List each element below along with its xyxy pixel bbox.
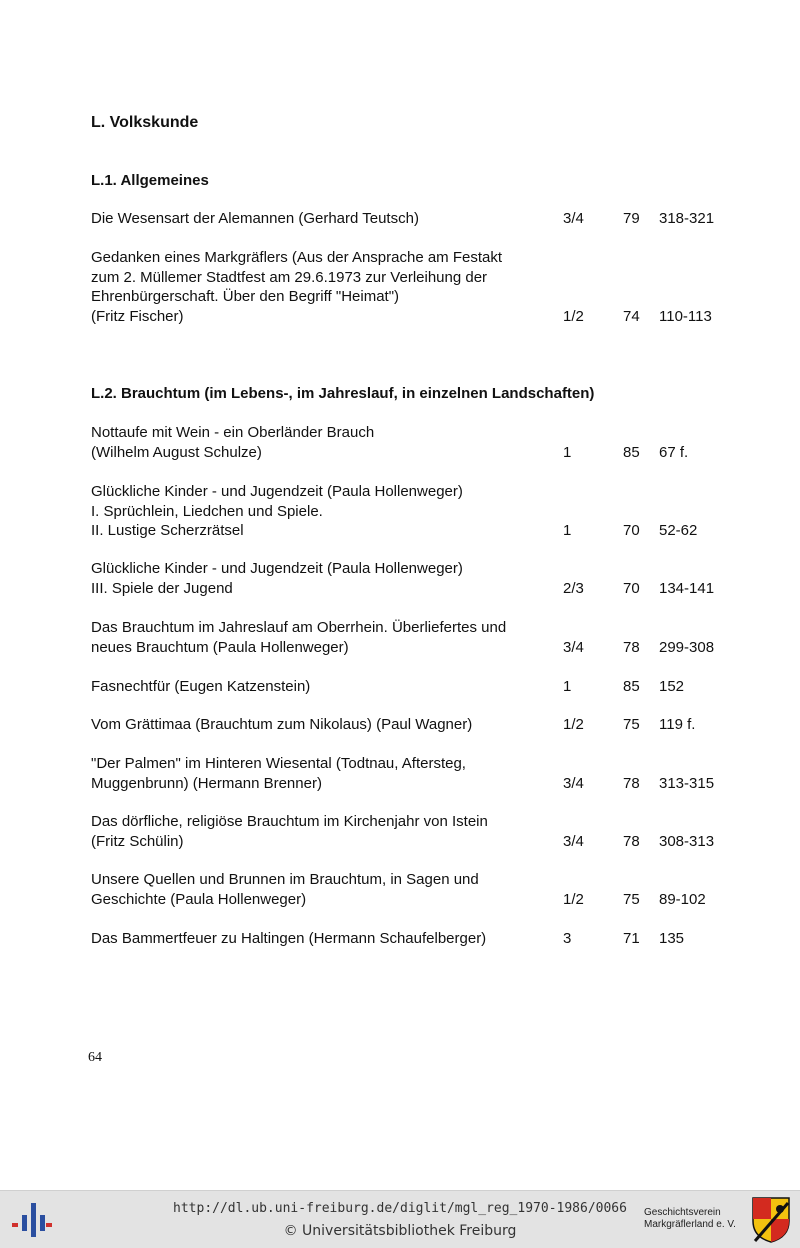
entry-title-line: Vom Grättimaa (Brauchtum zum Nikolaus) (Paul Wagner) [91, 716, 473, 733]
entry-title-line: I. Sprüchlein, Liedchen und Spiele. [91, 502, 323, 520]
entry-title-line: II. Lustige Scherzrätsel [91, 522, 244, 539]
entry-pages: 89-102 [659, 890, 706, 908]
section-heading: L.1. Allgemeines [91, 172, 209, 189]
entry-title-line: (Fritz Schülin) [91, 832, 184, 850]
entry-issue: 1 [563, 522, 572, 539]
bibliography-entry [91, 482, 731, 541]
entry-title [91, 209, 551, 229]
entry-title-line: Glückliche Kinder - und Jugendzeit (Paula Hollenweger) [91, 483, 463, 500]
entry-title-line: Glückliche Kinder - und Jugendzeit (Paula Hollenweger) [91, 560, 463, 577]
entry-year: 70 [623, 579, 640, 597]
entry-pages: 135 [659, 930, 685, 947]
entry-title-line: (Wilhelm August Schulze) [91, 443, 262, 461]
entry-year: 78 [623, 638, 640, 656]
entry-title-line: Unsere Quellen und Brunnen im Brauchtum, in Sagen und [91, 871, 479, 888]
entry-title [91, 482, 551, 541]
entry-title-line: Ehrenbürgerschaft. Über den Begriff "Heimat") [91, 288, 400, 305]
entry-title [91, 248, 551, 326]
society-name-line: Markgräflerland e. V. [644, 1219, 736, 1230]
entry-title [91, 929, 551, 949]
entry-year: 71 [623, 930, 640, 947]
entry-issue: 3/4 [563, 832, 584, 850]
bibliography-entry [91, 618, 731, 657]
bibliography-entry [91, 248, 731, 326]
entry-pages: 110-113 [659, 307, 712, 325]
entry-issue: 1 [563, 443, 572, 461]
entry-issue: 3/4 [563, 210, 584, 227]
copyright-text: © Universitätsbibliothek Freiburg [283, 1223, 517, 1239]
entry-title-line: "Der Palmen" im Hinteren Wiesental (Todtnau, Aftersteg, [91, 755, 466, 772]
coat-of-arms-icon [752, 1197, 790, 1243]
entry-issue: 1/2 [563, 307, 584, 325]
section-heading: L.2. Brauchtum (im Lebens-, im Jahreslauf, in einzelnen Landschaften) [91, 385, 595, 402]
entry-title [91, 559, 551, 598]
entry-pages: 152 [659, 678, 685, 695]
bibliography-entry [91, 209, 731, 229]
society-name-line: Geschichtsverein [644, 1207, 721, 1218]
entry-issue: 1 [563, 678, 572, 695]
entry-issue: 3/4 [563, 774, 584, 792]
entry-year: 75 [623, 890, 640, 908]
entry-title-line: Fasnechtfür (Eugen Katzenstein) [91, 678, 311, 695]
entry-title-line: Das dörfliche, religiöse Brauchtum im Kirchenjahr von Istein [91, 813, 488, 830]
entry-pages: 119 f. [659, 716, 696, 733]
entry-pages: 52-62 [659, 522, 698, 539]
entry-title-line: Das Bammertfeuer zu Haltingen (Hermann Schaufelberger) [91, 930, 487, 947]
entry-pages: 299-308 [659, 638, 715, 656]
entry-title-line: Geschichte (Paula Hollenweger) [91, 890, 307, 908]
bibliography-entry [91, 715, 731, 735]
entry-year: 78 [623, 832, 640, 850]
bibliography-entry [91, 423, 731, 462]
entry-issue: 1/2 [563, 716, 584, 733]
entry-pages: 134-141 [659, 579, 715, 597]
entry-pages: 67 f. [659, 443, 689, 461]
entry-pages: 318-321 [659, 210, 715, 227]
entry-title-line: zum 2. Müllemer Stadtfest am 29.6.1973 zur Verleihung der [91, 268, 488, 286]
entry-title [91, 715, 551, 735]
entry-year: 74 [623, 307, 640, 325]
entry-issue: 3/4 [563, 638, 584, 656]
entry-title-line: neues Brauchtum (Paula Hollenweger) [91, 638, 349, 656]
entry-title-line: (Fritz Fischer) [91, 307, 184, 325]
entry-title-line: Gedanken eines Markgräflers (Aus der Ansprache am Festakt [91, 249, 503, 266]
entry-year: 85 [623, 678, 640, 695]
bibliography-entry [91, 870, 731, 909]
bibliography-entry [91, 559, 731, 598]
entry-year: 79 [623, 210, 640, 227]
bibliography-entry [91, 812, 731, 851]
entry-issue: 2/3 [563, 579, 584, 597]
entry-title [91, 618, 551, 657]
entry-title-line: Nottaufe mit Wein - ein Oberländer Brauch [91, 424, 375, 441]
entry-issue: 1/2 [563, 890, 584, 908]
entry-title [91, 812, 551, 851]
entry-title-line: III. Spiele der Jugend [91, 579, 233, 597]
society-name [644, 1207, 736, 1231]
entry-pages: 313-315 [659, 774, 715, 792]
footer-bar [0, 1190, 800, 1248]
entry-title [91, 677, 551, 697]
entry-title [91, 754, 551, 793]
source-url-link[interactable]: http://dl.ub.uni-freiburg.de/diglit/mgl_reg_1970-1986/0066 [173, 1201, 627, 1216]
bibliography-entry [91, 929, 731, 949]
chapter-heading: L. Volkskunde [91, 114, 199, 131]
entry-pages: 308-313 [659, 832, 715, 850]
entry-title-line: Die Wesensart der Alemannen (Gerhard Teutsch) [91, 210, 419, 227]
entry-year: 75 [623, 716, 640, 733]
entry-title [91, 423, 551, 462]
entry-title [91, 870, 551, 909]
entry-year: 78 [623, 774, 640, 792]
entry-year: 85 [623, 443, 640, 461]
page-number: 64 [88, 1050, 102, 1065]
entry-title-line: Das Brauchtum im Jahreslauf am Oberrhein. Überliefertes und [91, 619, 507, 636]
entry-title-line: Muggenbrunn) (Hermann Brenner) [91, 774, 322, 792]
bibliography-entry [91, 677, 731, 697]
bibliography-entry [91, 754, 731, 793]
entry-year: 70 [623, 522, 640, 539]
entry-issue: 3 [563, 930, 572, 947]
